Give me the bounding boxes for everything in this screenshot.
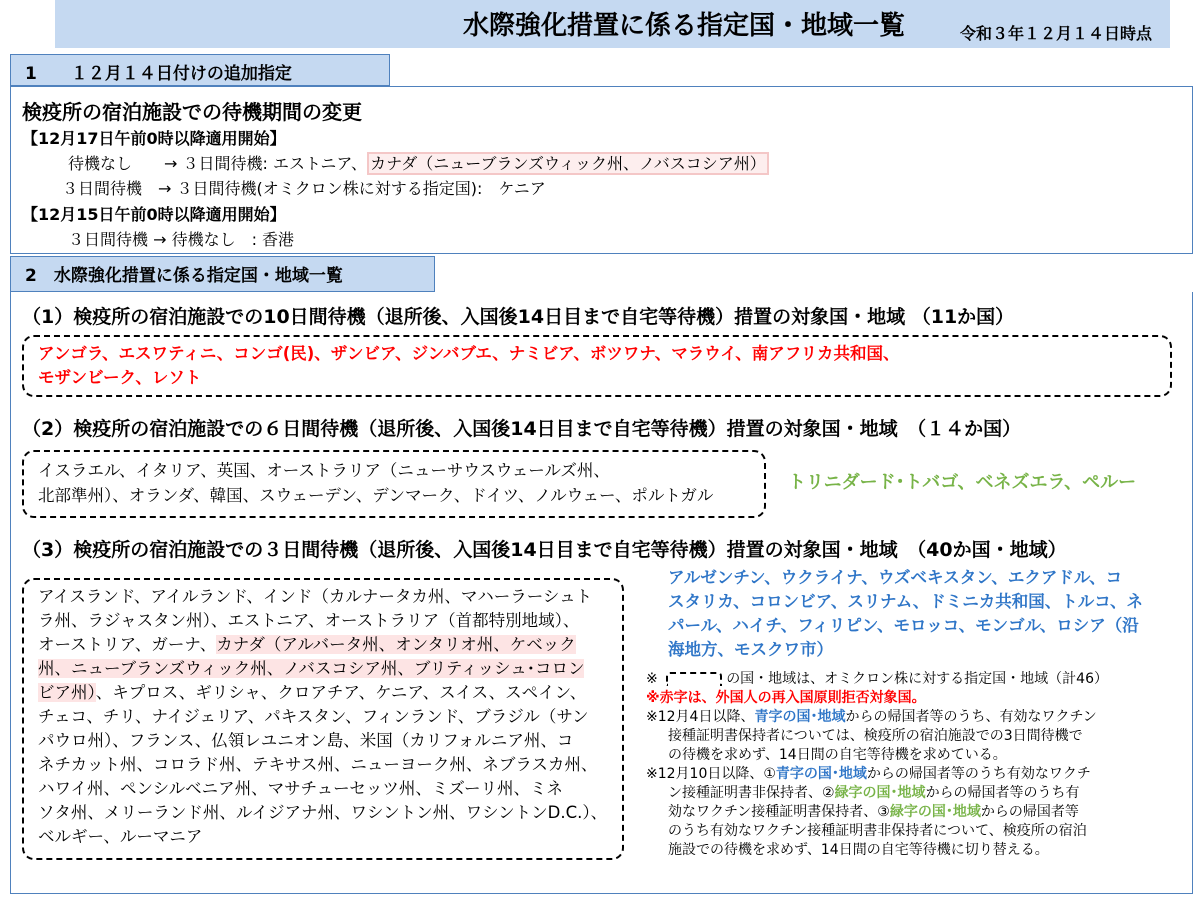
group2-label: 【12月15日午前0時以降適用開始】 [22,205,286,224]
blue-countries-line: スタリカ、コロンビア、スリナム、ドミニカ共和国、トルコ、ネ [668,592,1144,611]
note-text: ※12月4日以降、 [646,709,755,725]
note-dec4 [646,708,1186,727]
category3-line [38,681,607,705]
as-of-date: 令和３年１２月１４日時点 [960,24,1153,43]
page-title: 水際強化措置に係る指定国・地域一覧 [462,11,905,41]
category1-countries-line1: アンゴラ、エスワティニ、コンゴ(民)、ザンビア、ジンバブエ、ナミビア、ボツワナ、マラウイ、南アフリカ共和国、 [38,344,900,363]
change-line-3: ３日間待機 → 待機なし : 香港 [68,230,295,249]
category3-blue-countries [668,566,1143,662]
note-dec4-line3: の待機を求めず、14日間の自宅等待機を求めている。 [668,747,1007,763]
category3-line: パウロ州）、フランス、仏領レユニオン島、米国（カリフォルニア州、コ [38,731,574,750]
note-text: からの帰国者等 [980,804,1079,820]
note-marker: ※ [646,671,658,687]
category3-line: チェコ、チリ、ナイジェリア、パキスタン、フィンランド、ブラジル（サン [38,707,589,726]
blue-countries-line: パール、ハイチ、フィリピン、モロッコ、モンゴル、ロシア（沿 [668,616,1139,635]
note-text: からの帰国者等のうち有 [925,785,1080,801]
note-dec10-line2 [646,784,1186,803]
category3-line [38,633,607,657]
note-blue-label: 青字の国･地域 [754,709,846,725]
note-green-label: 緑字の国･地域 [834,785,926,801]
canada-provinces-highlight: ビア州） [38,683,96,702]
note-dec10-line3 [646,803,1186,822]
category3-line: ソタ州、メリーランド州、ルイジアナ州、ワシントン州、ワシントンD.C.）、 [38,803,608,822]
category3-line: アイスランド、アイルランド、インド（カルナータカ州、マハーラーシュト [38,587,593,606]
group1-label: 【12月17日午前0時以降適用開始】 [22,129,286,148]
category1-title: （1）検疫所の宿泊施設での10日間待機（退所後、入国後14日目まで自宅等待機）措置の対象国・地域 （11か国） [22,306,1015,328]
note-omicron [646,670,1186,689]
section1-header: 1 １２月１４日付けの追加指定 [10,54,390,86]
note-green-label: 緑字の国･地域 [889,804,981,820]
category3-line: ラ州、ラジャスタン州）、エストニア、オーストラリア（首都特別地域）、 [38,611,580,630]
blue-countries-line: アルゼンチン、ウクライナ、ウズベキスタン、エクアドル、コ [668,568,1123,587]
category3-line: ネチカット州、コロラド州、テキサス州、ニューヨーク州、ネブラスカ州、 [38,755,598,774]
note-omicron-text: の国・地域は、オミクロン株に対する指定国・地域（計46） [726,671,1109,687]
note-blue-label: 青字の国･地域 [775,766,867,782]
category1-countries-line2: モザンビーク、レソト [38,368,202,387]
notes [646,670,1186,860]
change-line-2: ３日間待機 → ３日間待機(オミクロン株に対する指定国): ケニア [62,179,546,198]
note-text: からの帰国者等のうち、有効なワクチン [845,709,1097,725]
category3-line: ベルギー、ルーマニア [38,827,203,846]
note-text: 効なワクチン接種証明書保持者、③ [668,804,890,820]
note-text: からの帰国者等のうち有効なワクチ [866,766,1091,782]
category2-title: （2）検疫所の宿泊施設での６日間待機（退所後、入国後14日目まで自宅等待機）措置の対象国・地域 （１４か国） [22,418,1022,440]
note-text: ン接種証明書非保持者、② [668,785,835,801]
note-text: ※12月10日以降、① [646,766,776,782]
category2-green-countries: トリニダード･トバゴ、ベネズエラ、ペルー [788,472,1137,493]
category3-line: ハワイ州、ペンシルベニア州、マサチューセッツ州、ミズーリ州、ミネ [38,779,564,798]
category2-countries-line2: 北部準州）、オランダ、韓国、スウェーデン、デンマーク、ドイツ、ノルウェー、ポルトガル [38,486,714,505]
section1-subtitle: 検疫所の宿泊施設での待機期間の変更 [22,100,362,124]
dashed-box-legend-icon [666,672,722,686]
note-dec10-line4: のうち有効なワクチン接種証明書非保持者について、検疫所の宿泊 [668,823,1087,839]
category3-line-text: 、キプロス、ギリシャ、クロアチア、ケニア、スイス、スペイン、 [95,683,587,702]
category2-countries-line1: イスラエル、イタリア、英国、オーストラリア（ニューサウスウェールズ州、 [38,461,610,480]
category3-line-text: オーストリア、ガーナ、 [38,635,217,654]
change-line-1 [68,151,769,174]
category3-countries [38,585,607,849]
change-line-1-text: 待機なし → ３日間待機: エストニア、 [68,154,368,173]
category3-line [38,657,607,681]
canada-provinces-highlight: 州、ニューブランズウィック州、ノバスコシア州、ブリティッシュ･コロン [38,659,585,678]
note-dec10-line5: 施設での待機を求めず、14日間の自宅等待機に切り替える。 [668,842,1049,858]
canada-highlight: カナダ（ニューブランズウィック州、ノバスコシア州） [367,152,769,175]
category3-title: （3）検疫所の宿泊施設での３日間待機（退所後、入国後14日目まで自宅等待機）措置の対象国・地域 （40か国・地域） [22,539,1067,561]
canada-provinces-highlight: カナダ（アルバータ州、オンタリオ州、ケベック [216,635,576,654]
blue-countries-line: 海地方、モスクワ市） [668,640,833,659]
note-dec10 [646,765,1186,784]
title-bar [55,0,1170,48]
section2-header: 2 水際強化措置に係る指定国・地域一覧 [10,256,435,292]
note-red-text: ※赤字は、外国人の再入国原則拒否対象国。 [646,690,926,706]
note-dec4-line2: 接種証明書保持者については、検疫所の宿泊施設での3日間待機で [668,728,1083,744]
